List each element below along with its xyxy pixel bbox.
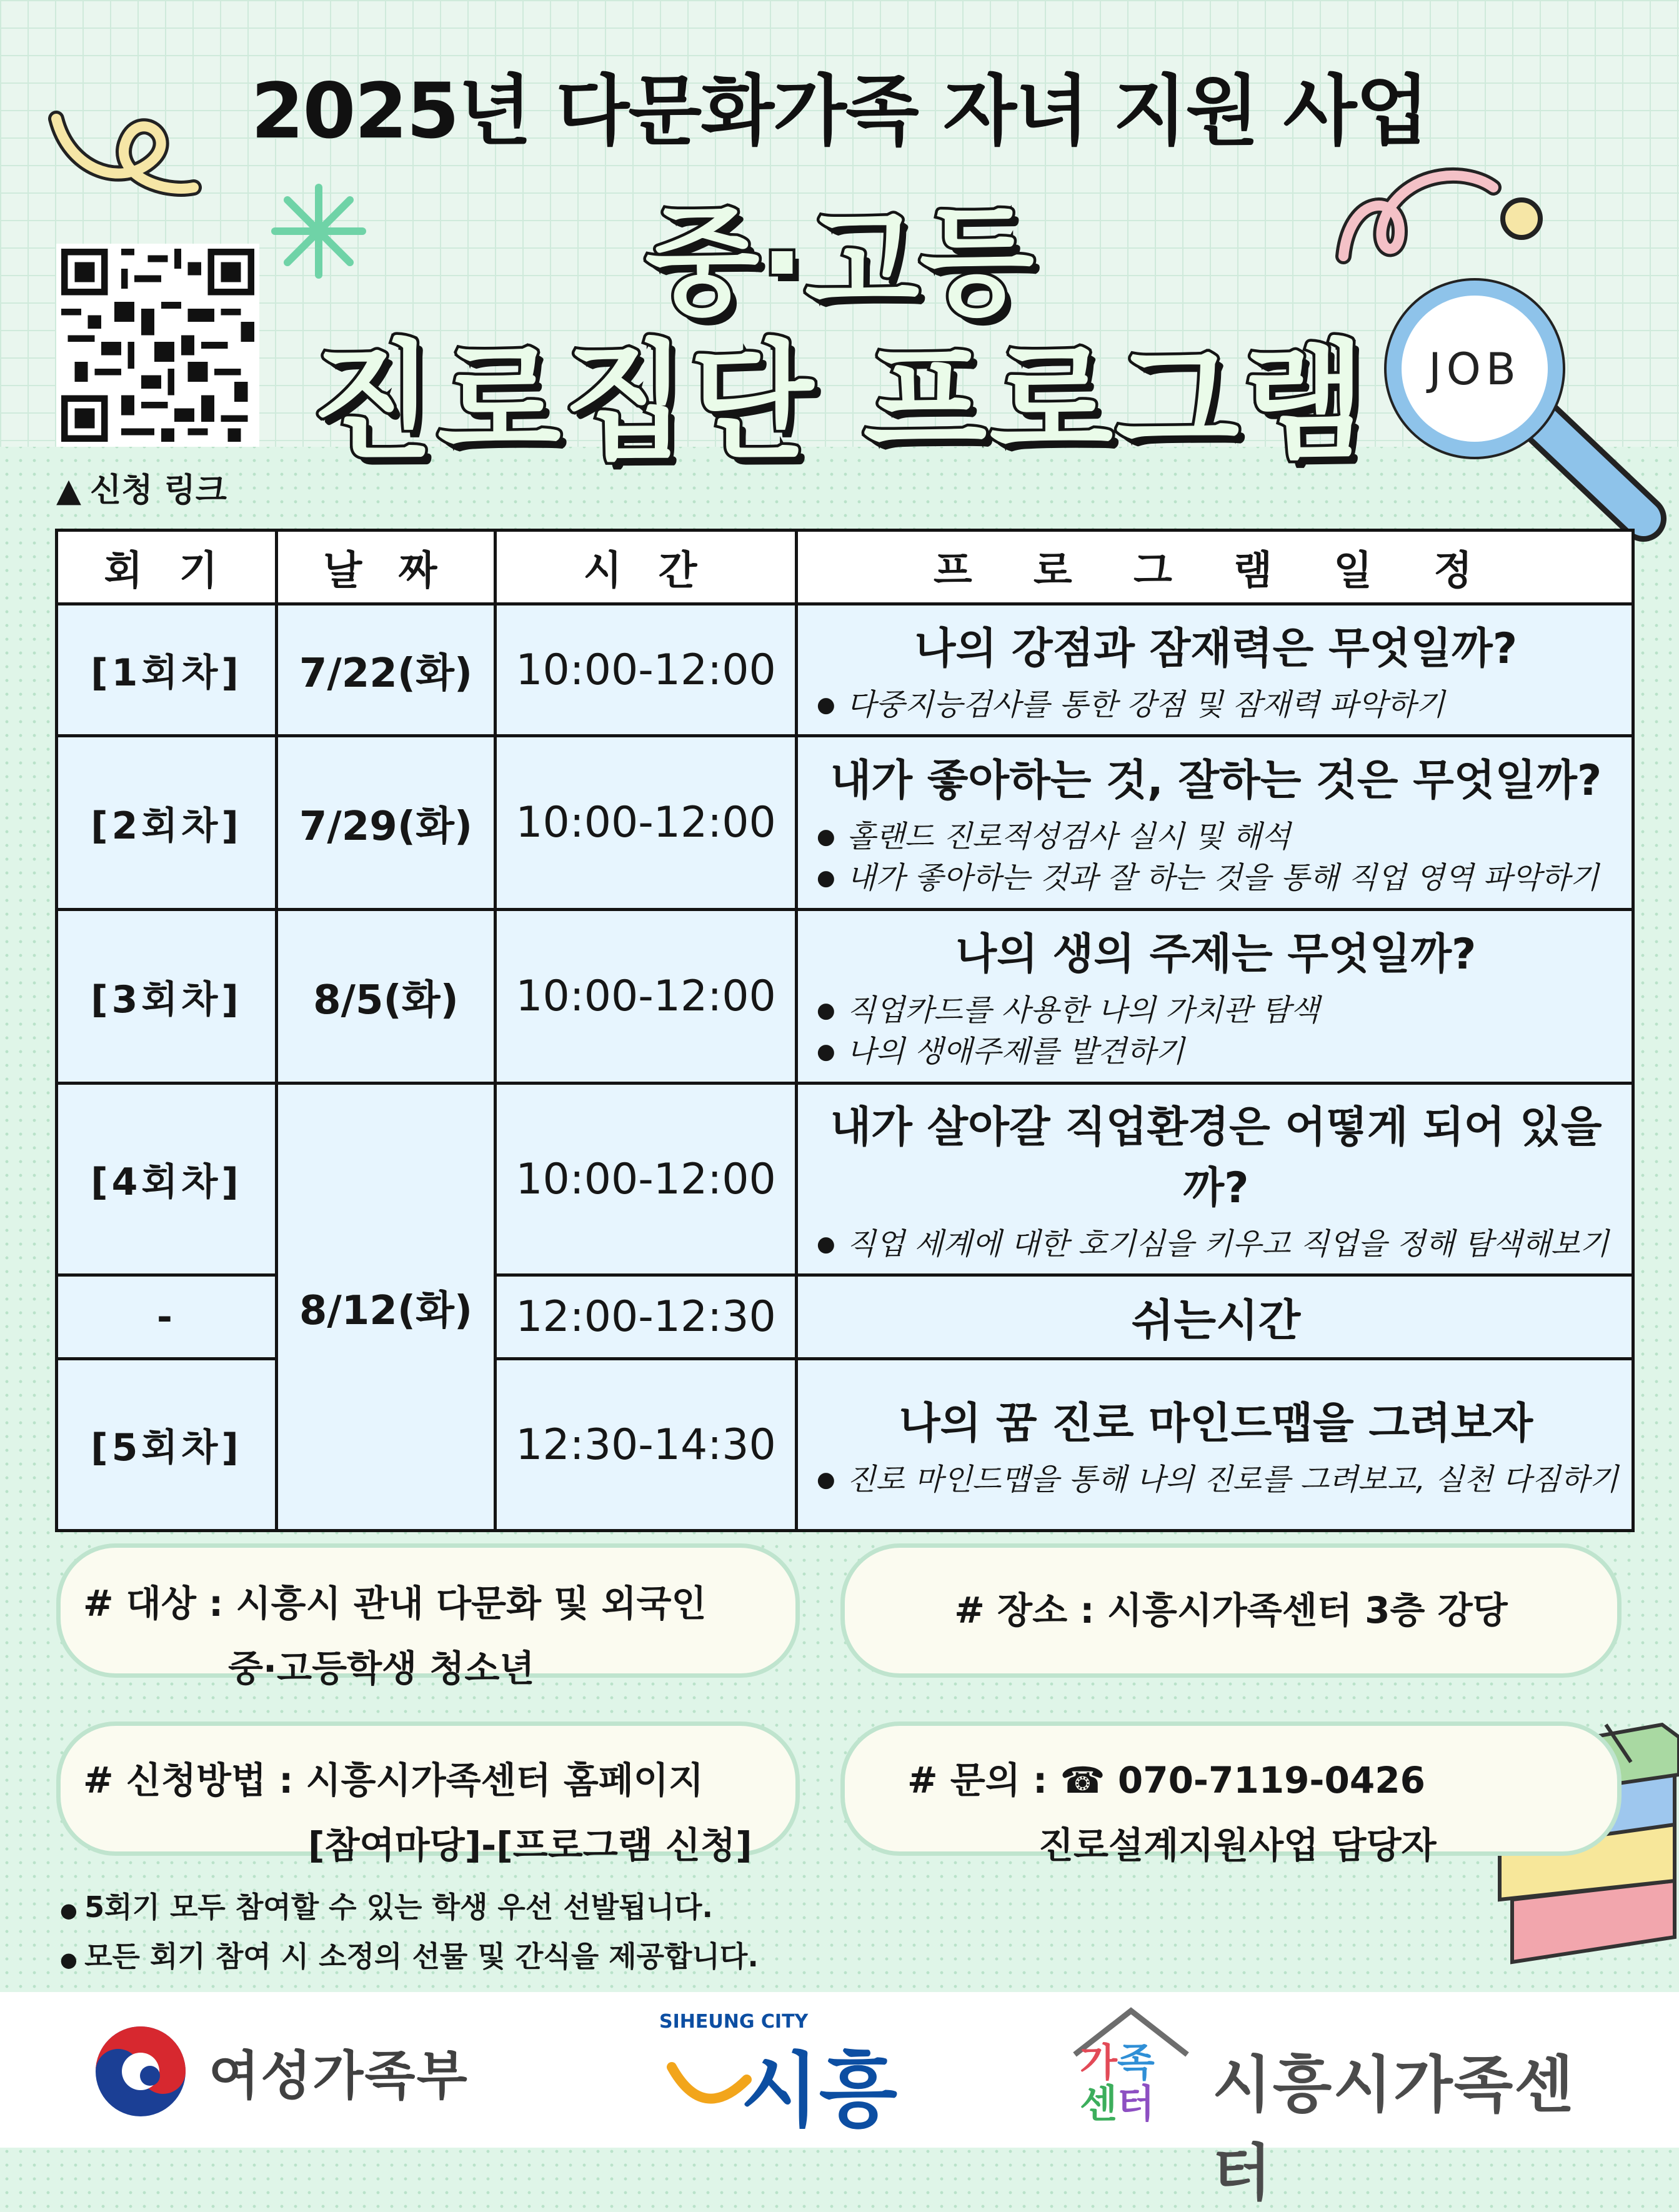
table-row bbox=[57, 1084, 1633, 1275]
header-program: 프 로 그 램 일 정 bbox=[797, 531, 1633, 604]
session-round: - bbox=[57, 1275, 277, 1359]
mark-char: 센 bbox=[1080, 2081, 1117, 2126]
apply-link-label: ▲ 신청 링크 bbox=[56, 472, 227, 509]
qr-code-icon bbox=[61, 249, 254, 442]
target-line1: # 대상 : 시흥시 관내 다문화 및 외국인 bbox=[83, 1582, 707, 1625]
session-program bbox=[797, 1359, 1633, 1531]
job-badge: JOB bbox=[1428, 344, 1521, 395]
header-date: 날 짜 bbox=[277, 531, 496, 604]
session-bullet: ● 진로 마인드맵을 통해 나의 진로를 그려보고, 실천 다짐하기 bbox=[813, 1459, 1619, 1500]
target-info bbox=[56, 1543, 800, 1690]
session-date: 8/12(화) bbox=[277, 1084, 496, 1531]
family-center-name: 시흥시가족센터 bbox=[1212, 2050, 1575, 2209]
mogef-name: 여성가족부 bbox=[209, 2045, 469, 2106]
note-item: ● 모든 회기 참여 시 소정의 선물 및 간식을 제공합니다. bbox=[60, 1933, 759, 1983]
session-time: 10:00-12:00 bbox=[496, 910, 797, 1084]
session-date: 7/22(화) bbox=[277, 604, 496, 736]
session-title: 내가 좋아하는 것, 잘하는 것은 무엇일까? bbox=[830, 756, 1602, 805]
note-item: ● 5회기 모두 참여할 수 있는 학생 우선 선발됩니다. bbox=[60, 1884, 759, 1933]
table-row bbox=[57, 604, 1633, 736]
session-bullet: ● 직업카드를 사용한 나의 가치관 탐색 bbox=[813, 990, 1619, 1031]
taegeuk-icon bbox=[94, 2025, 187, 2118]
break-title: 쉬는시간 bbox=[1131, 1295, 1301, 1346]
session-program bbox=[797, 1084, 1633, 1275]
header-time: 시 간 bbox=[496, 531, 797, 604]
session-bullet: ● 직업 세계에 대한 호기심을 키우고 직업을 정해 탐색해보기 bbox=[813, 1223, 1619, 1265]
session-time: 12:00-12:30 bbox=[496, 1275, 797, 1359]
method-line2: [참여마당]-[프로그램 신청] bbox=[308, 1824, 752, 1866]
up-triangle-icon: ▲ bbox=[56, 472, 81, 509]
mark-char: 가 bbox=[1080, 2040, 1117, 2085]
session-program bbox=[797, 736, 1633, 910]
program-title-line2: 진로집단 프로그램 bbox=[311, 328, 1368, 477]
session-round: [3회차] bbox=[57, 910, 277, 1084]
method-line1: # 신청방법 : 시흥시가족센터 홈페이지 bbox=[83, 1759, 704, 1801]
siheung-hangul: 시흥 bbox=[740, 2043, 898, 2138]
session-bullet: ● 나의 생애주제를 발견하기 bbox=[813, 1031, 1619, 1072]
session-bullet: ● 홀랜드 진로적성검사 실시 및 해석 bbox=[813, 816, 1619, 857]
event-supertitle: 2025년 다문화가족 자녀 지원 사업 bbox=[251, 67, 1428, 156]
session-round: [4회차] bbox=[57, 1084, 277, 1275]
session-title: 내가 살아갈 직업환경은 어떻게 되어 있을까? bbox=[830, 1103, 1602, 1213]
session-program bbox=[797, 910, 1633, 1084]
session-date: 7/29(화) bbox=[277, 736, 496, 910]
family-center-logo bbox=[1056, 2005, 1618, 2209]
session-time: 10:00-12:00 bbox=[496, 1084, 797, 1275]
session-round: [1회차] bbox=[57, 604, 277, 736]
mark-char: 터 bbox=[1117, 2081, 1155, 2126]
program-title-line1: 중·고등 bbox=[645, 194, 1034, 332]
session-time: 10:00-12:00 bbox=[496, 736, 797, 910]
notes-list bbox=[60, 1884, 759, 1983]
footer-logos bbox=[0, 1992, 1679, 2209]
method-info bbox=[56, 1721, 800, 1866]
place-text: # 장소 : 시흥시가족센터 3층 강당 bbox=[954, 1589, 1508, 1632]
smile-swoosh-icon bbox=[665, 2055, 753, 2117]
table-header-row bbox=[57, 531, 1633, 604]
session-time: 10:00-12:00 bbox=[496, 604, 797, 736]
contact-info bbox=[840, 1721, 1622, 1866]
schedule-table bbox=[55, 529, 1635, 1532]
mark-char: 족 bbox=[1117, 2040, 1155, 2085]
session-time: 12:30-14:30 bbox=[496, 1359, 797, 1531]
session-title: 나의 강점과 잠재력은 무엇일까? bbox=[914, 624, 1518, 674]
session-title: 나의 꿈 진로 마인드맵을 그려보자 bbox=[899, 1398, 1533, 1448]
siheung-city-logo bbox=[659, 2011, 922, 2136]
place-info bbox=[840, 1543, 1622, 1678]
table-row bbox=[57, 910, 1633, 1084]
family-center-mark bbox=[1080, 2042, 1173, 2125]
session-program bbox=[797, 604, 1633, 736]
session-title: 나의 생의 주제는 무엇일까? bbox=[955, 930, 1477, 979]
mogef-logo bbox=[94, 2025, 469, 2118]
session-round: [5회차] bbox=[57, 1359, 277, 1531]
session-round: [2회차] bbox=[57, 736, 277, 910]
application-qr-code[interactable] bbox=[56, 244, 259, 447]
contact-line1: # 문의 : ☎ 070-7119-0426 bbox=[907, 1759, 1425, 1801]
session-date: 8/5(화) bbox=[277, 910, 496, 1084]
table-row bbox=[57, 736, 1633, 910]
target-line2: 중·고등학생 청소년 bbox=[228, 1647, 535, 1690]
siheung-city-label: SIHEUNG CITY bbox=[659, 2011, 809, 2033]
session-program bbox=[797, 1275, 1633, 1359]
contact-line2: 진로설계지원사업 담당자 bbox=[1039, 1824, 1437, 1866]
header-round: 회 기 bbox=[57, 531, 277, 604]
session-bullet: ● 다중지능검사를 통한 강점 및 잠재력 파악하기 bbox=[813, 684, 1619, 725]
session-bullet: ● 내가 좋아하는 것과 잘 하는 것을 통해 직업 영역 파악하기 bbox=[813, 857, 1619, 899]
